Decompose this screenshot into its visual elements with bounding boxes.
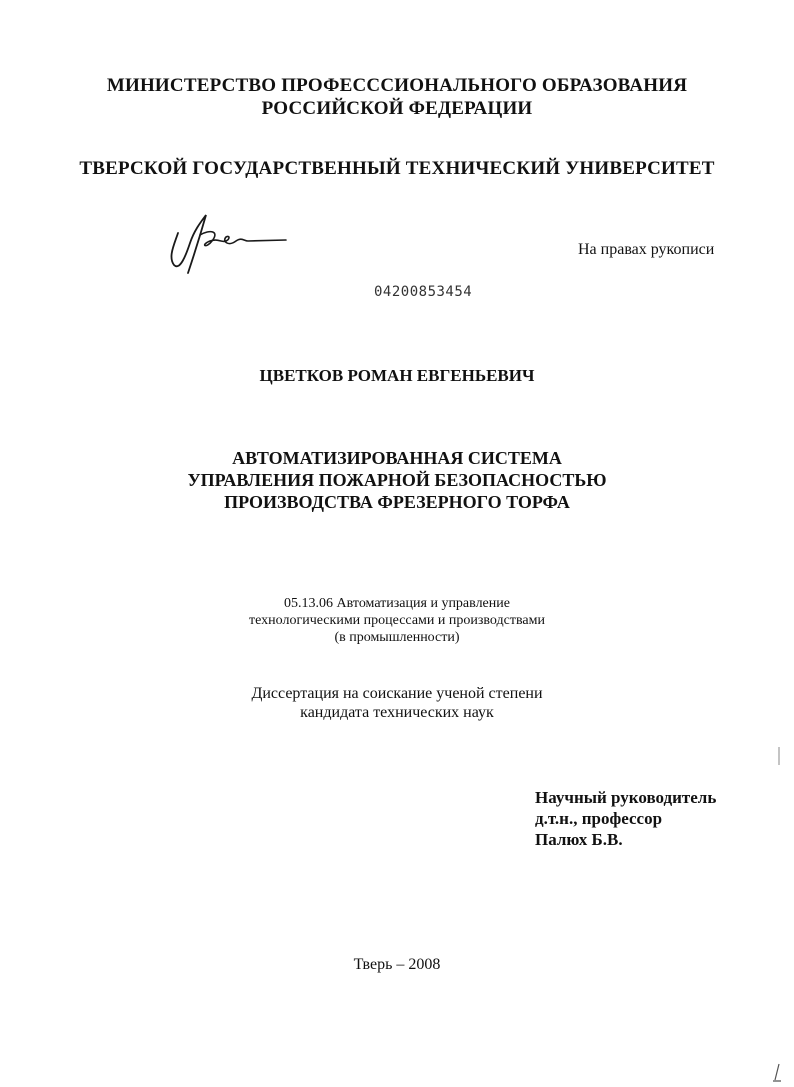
city-year: Тверь – 2008 [353, 956, 441, 973]
rights-note: На правах рукописи [578, 241, 715, 258]
specialty-line-1: 05.13.06 Автоматизация и управление [284, 596, 510, 611]
specialty-line-3: (в промышленности) [334, 630, 460, 645]
title-line-3: ПРОИЗВОДСТВА ФРЕЗЕРНОГО ТОРФА [224, 492, 570, 512]
supervisor-line-1: Научный руководитель [535, 788, 717, 807]
university-name: ТВЕРСКОЙ ГОСУДАРСТВЕННЫЙ ТЕХНИЧЕСКИЙ УНИВЕРСИТЕТ [79, 158, 715, 179]
supervisor-line-2: д.т.н., профессор [535, 809, 663, 828]
author-name: ЦВЕТКОВ РОМАН ЕВГЕНЬЕВИЧ [259, 366, 535, 385]
catalog-number: 04200853454 [374, 284, 473, 300]
handwritten-signature [160, 205, 292, 277]
title-line-1: АВТОМАТИЗИРОВАННАЯ СИСТЕМА [232, 448, 562, 468]
specialty-block [0, 595, 794, 646]
specialty-line-2: технологическими процессами и производствами [249, 613, 545, 628]
ministry-line-1: МИНИСТЕРСТВО ПРОФЕСССИОНАЛЬНОГО ОБРАЗОВАНИЯ [106, 75, 688, 96]
scan-mark-corner [770, 1062, 784, 1084]
supervisor-line-3: Палюх Б.В. [535, 830, 623, 849]
scan-mark [775, 745, 783, 767]
degree-statement [0, 684, 794, 722]
supervisor-block [535, 787, 716, 850]
dissertation-title [0, 447, 794, 513]
title-line-2: УПРАВЛЕНИЯ ПОЖАРНОЙ БЕЗОПАСНОСТЬЮ [187, 470, 607, 490]
ministry-header [0, 74, 794, 120]
degree-line-1: Диссертация на соискание ученой степени [251, 685, 543, 702]
ministry-line-2: РОССИЙСКОЙ ФЕДЕРАЦИИ [261, 98, 533, 119]
degree-line-2: кандидата технических наук [300, 704, 494, 721]
